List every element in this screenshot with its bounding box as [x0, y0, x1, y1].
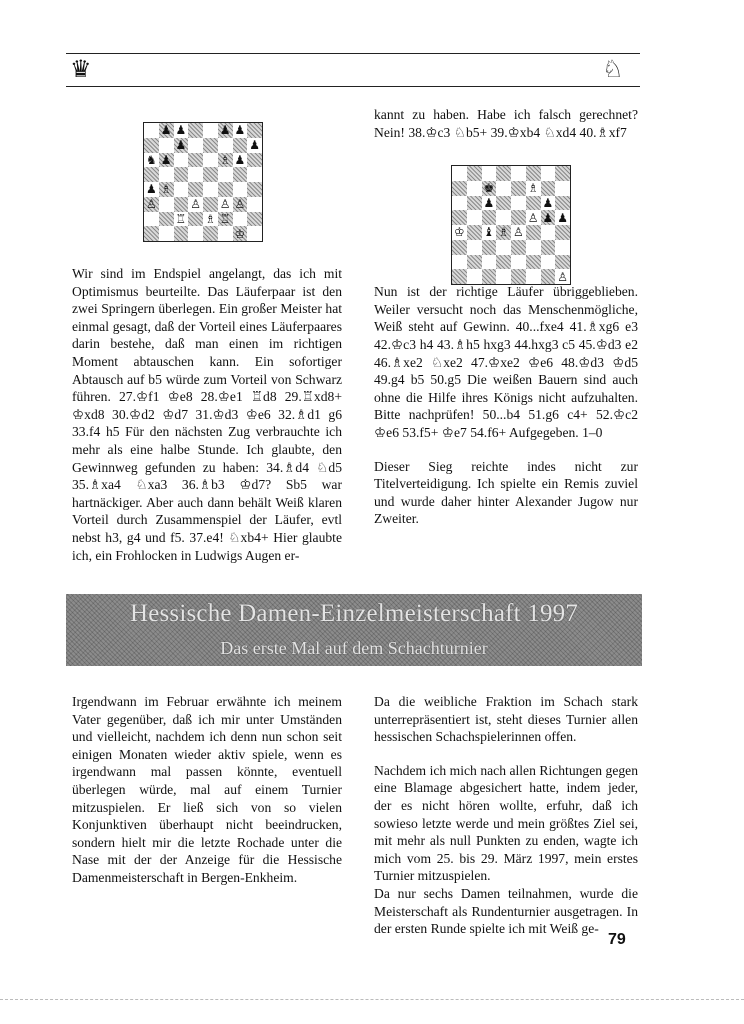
chess-piece-icon: ♝ [483, 225, 495, 240]
board-square [174, 197, 189, 212]
paragraph: Da die weibliche Fraktion im Schach stark unterrepräsentiert ist, steht dieses Turnier allen hessischen Schachspielerinnen offen. [374, 694, 638, 745]
chess-piece-icon: ♙ [527, 210, 539, 225]
board-square [203, 197, 218, 212]
paragraph: Nun ist der richtige Läufer übriggeblieben. Weiler versucht noch das Menschenmögliche, Weiß steht auf Gewinn. 40...fxe4 41.♗xg6 e3 42.♔c3 h4 43.♗h5 hxg3 44.hxg3 c5 45.♔d3 e2 46.♗xe2 ♘xe2 47.♔xe2 ♔e6 48.♔d3 ♔d5 49.g4 b5 50.g5 Die weißen Bauern sind auch ohne die Hilfe ihres Königs nicht aufzuhalten. Bitte nachprüfen! 50...b4 51.g6 c4+ 52.♔c2 ♔e6 53.f5+ ♔e7 54.f6+ Aufgegeben. 1–0 [374, 284, 638, 440]
board-square [218, 138, 233, 153]
board-square [159, 167, 174, 182]
board-square [203, 182, 218, 197]
board-square [144, 123, 159, 138]
chess-piece-icon: ♟ [160, 123, 172, 138]
board-square [203, 226, 218, 241]
chess-piece-icon: ♟ [160, 152, 172, 167]
chess-piece-icon: ♔ [453, 225, 465, 240]
chess-knight-icon: ♘ [602, 57, 624, 83]
section-subtitle: Das erste Mal auf dem Schachturnier [220, 638, 488, 658]
board-square [233, 226, 248, 241]
chess-piece-icon: ♙ [234, 197, 246, 212]
article-column-right-top [374, 106, 638, 528]
board-square [174, 153, 189, 168]
chess-piece-icon: ♟ [175, 138, 187, 153]
chess-piece-icon: ♟ [557, 210, 568, 225]
board-square [203, 138, 218, 153]
board-square [188, 153, 203, 168]
board-square [188, 197, 203, 212]
article-column-right-bottom [374, 693, 638, 938]
board-square [144, 167, 159, 182]
chess-piece-icon: ♚ [483, 181, 495, 196]
chess-piece-icon: ♙ [557, 269, 568, 284]
paragraph: Nachdem ich mich nach allen Richtungen gegen eine Blamage abgesichert hatte, indem jeder, der es nicht hören wollte, erfuhr, daß ich sowieso letzte werde und mein größtes Ziel sei, mit mehr als null Punkten zu enden, wagte ich mich vom 25. bis 29. März 1997, mein erstes Turnier mitzuspielen. [374, 762, 638, 884]
board-square [233, 212, 248, 227]
board-square [218, 182, 233, 197]
chess-piece-icon: ♙ [219, 197, 231, 212]
board-square [247, 123, 262, 138]
header-rule-top [66, 53, 640, 54]
board-square [159, 138, 174, 153]
board-square [144, 153, 159, 168]
board-square [247, 182, 262, 197]
board-square [218, 123, 233, 138]
chess-piece-icon: ♟ [234, 152, 246, 167]
section-title: Hessische Damen-Einzelmeisterschaft 1997 [129, 600, 579, 627]
board-square [218, 212, 233, 227]
board-square [174, 182, 189, 197]
chess-piece-icon: ♞ [145, 152, 157, 167]
chess-piece-icon: ♔ [234, 226, 246, 241]
chess-piece-icon: ♗ [498, 225, 509, 240]
board-square [159, 226, 174, 241]
page-number: 79 [608, 931, 626, 948]
chess-piece-icon: ♟ [542, 195, 554, 210]
board-square [233, 153, 248, 168]
chess-piece-icon: ♟ [249, 138, 260, 153]
board-square [233, 167, 248, 182]
board-square [233, 138, 248, 153]
board-square [144, 138, 159, 153]
chess-queen-icon: ♛ [70, 57, 92, 83]
board-square [218, 167, 233, 182]
header-rule-bottom [66, 86, 640, 87]
board-square [159, 197, 174, 212]
board-square [247, 167, 262, 182]
board-square [159, 123, 174, 138]
paragraph: Da nur sechs Damen teilnahmen, wurde die Meisterschaft als Rundenturnier ausgetragen. In der ersten Runde spielte ich mit Weiß ge- [374, 885, 638, 937]
chess-piece-icon: ♟ [145, 182, 157, 197]
board-square [188, 182, 203, 197]
board-square [247, 197, 262, 212]
chess-piece-icon: ♟ [175, 123, 187, 138]
board-square [159, 212, 174, 227]
board-square [144, 197, 159, 212]
board-square [247, 212, 262, 227]
board-square [203, 153, 218, 168]
board-square [218, 153, 233, 168]
section-banner [66, 594, 642, 666]
board-square [188, 212, 203, 227]
chess-piece-icon: ♗ [204, 211, 216, 226]
board-square [233, 197, 248, 212]
board-square [233, 123, 248, 138]
board-square [159, 153, 174, 168]
board-square [188, 138, 203, 153]
board-square [218, 197, 233, 212]
board-square [188, 167, 203, 182]
board-square [159, 182, 174, 197]
board-square [174, 212, 189, 227]
chess-piece-icon: ♗ [527, 181, 539, 196]
board-square [203, 167, 218, 182]
board-square [174, 123, 189, 138]
board-square [174, 138, 189, 153]
paragraph: Dieser Sieg reichte indes nicht zur Titelverteidigung. Ich spielte ein Remis zuviel und wurde daher hinter Alexander Jugow nur Zweiter. [374, 458, 638, 527]
board-square [247, 226, 262, 241]
chess-piece-icon: ♟ [234, 123, 246, 138]
board-square [188, 226, 203, 241]
board-square [144, 182, 159, 197]
article-column-left-top [72, 265, 342, 564]
chess-piece-icon: ♟ [542, 210, 554, 225]
chess-piece-icon: ♙ [190, 197, 201, 212]
board-square [203, 212, 218, 227]
paragraph: Wir sind im Endspiel angelangt, das ich mit Optimismus beurteilte. Das Läuferpaar ist den zwei Springern überlegen. Ein großer Meister hat einmal gesagt, daß der Vorteil eines Läuferpaares darin bestehe, daß man einen im richtigen Moment abtauschen kann. Ein sofortiger Abtausch auf b5 würde zum Vorteil von Schwarz führen. 27.♔f1 ♔e8 28.♔e1 ♖d8 29.♖xd8+ ♔xd8 30.♔d2 ♔d7 31.♔d3 ♔e6 32.♗d1 g6 33.f4 h5 Für den nächsten Zug verbrauchte ich mehr als eine halbe Stunde. Ich glaubte, den Gewinnweg gefunden zu haben: 34.♗d4 ♘d5 35.♗xa4 ♘xa3 36.♗b3 ♔d7? Sb5 war hartnäckiger. Aber auch dann behält Weiß klaren Vorteil durch Zusammenspiel der Läufer, evtl nebst h3, g4 und f5. 37.e4! ♘xb4+ Hier glaubte ich, ein Frohlocken in Ludwigs Augen er- [72, 266, 342, 563]
chess-piece-icon: ♖ [175, 211, 187, 226]
board-square [247, 153, 262, 168]
footer-rule [0, 999, 744, 1000]
board-square [233, 182, 248, 197]
board-square [174, 226, 189, 241]
chess-piece-icon: ♙ [512, 225, 524, 240]
board-square [144, 212, 159, 227]
chess-piece-icon: ♖ [219, 211, 231, 226]
article-column-left-bottom [72, 693, 342, 887]
chess-piece-icon: ♟ [219, 123, 231, 138]
chess-diagram-1 [143, 122, 263, 242]
chess-piece-icon: ♙ [145, 197, 157, 212]
board-square [144, 226, 159, 241]
board-square [174, 167, 189, 182]
chess-piece-icon: ♗ [160, 182, 172, 197]
board-square [203, 123, 218, 138]
board-square [218, 226, 233, 241]
paragraph: Irgendwann im Februar erwähnte ich meinem Vater gegenüber, daß ich mir unter Umständen und vielleicht, nachdem ich denn nun schon seit einigen Monaten wieder aktiv spiele, wenn es irgendwann mal passen könnte, eventuell überlegen würde, mal auf einem Turnier mitzuspielen. Er ließ sich von so vielen Konjunktiven überhaupt nicht beeindrucken, sondern hielt mir die letzte Rochade unter die Nase mit der der Anzeige für die Hessische Damenmeisterschaft in Bergen-Enkheim. [72, 694, 342, 885]
paragraph: kannt zu haben. Habe ich falsch gerechnet? Nein! 38.♔c3 ♘b5+ 39.♔xb4 ♘xd4 40.♗xf7 [374, 107, 638, 140]
chess-piece-icon: ♗ [219, 152, 231, 167]
board-square [188, 123, 203, 138]
chess-piece-icon: ♟ [483, 195, 495, 210]
board-square [247, 138, 262, 153]
